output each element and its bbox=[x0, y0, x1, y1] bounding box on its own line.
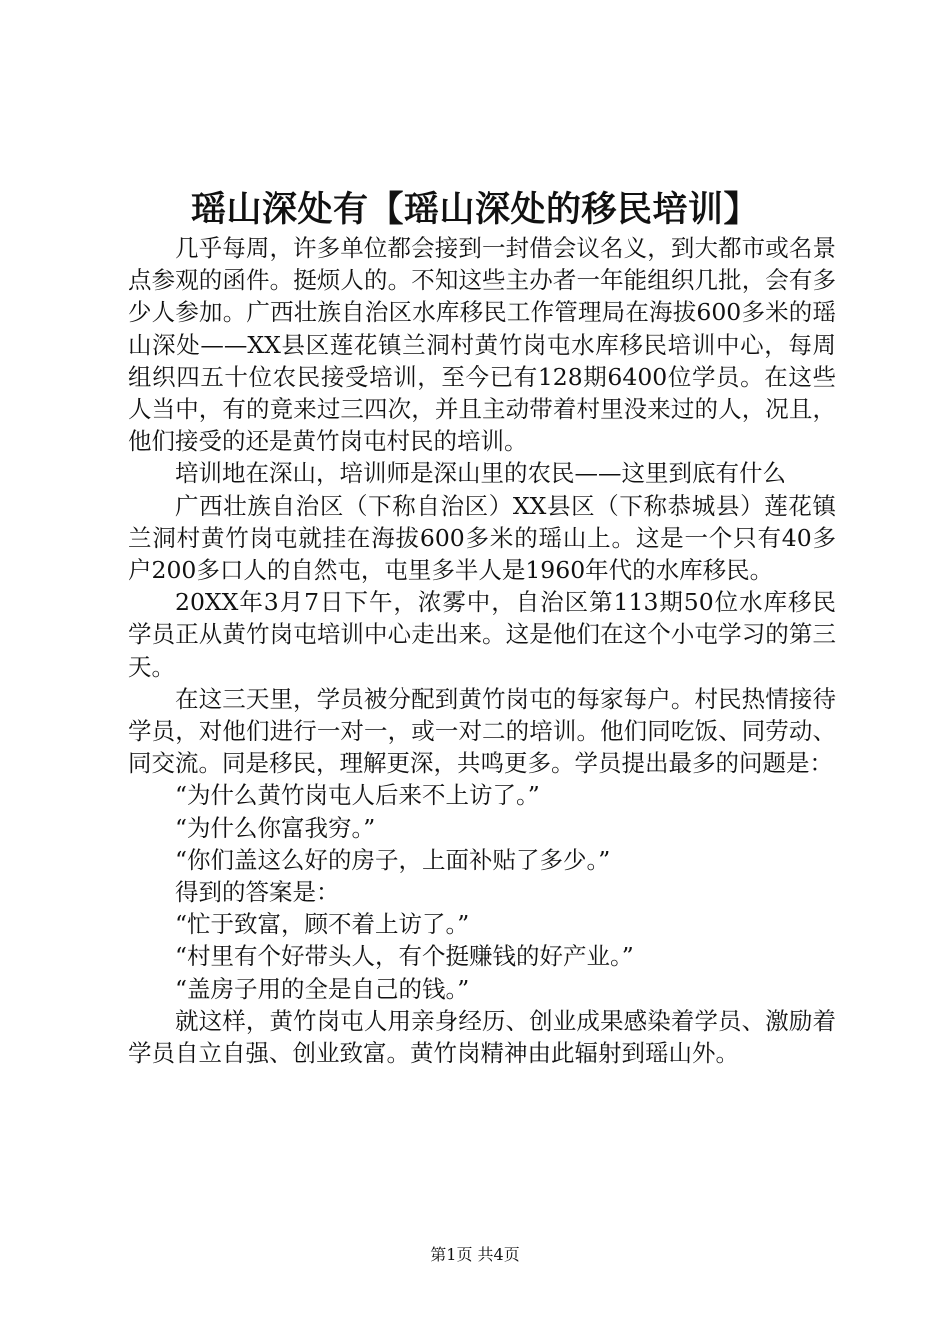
paragraph: 几乎每周，许多单位都会接到一封借会议名义，到大都市或名景点参观的函件。挺烦人的。不知这些主办者一年能组织几批，会有多少人参加。广西壮族自治区水库移民工作管理局在海拔600多米的瑶山深处——XX县区莲花镇兰洞村黄竹岗屯水库移民培训中心，每周组织四五十位农民接受培训，至今已有128期6400位学员。在这些人当中，有的竟来过三四次，并且主动带着村里没来过的人，况且，他们接受的还是黄竹岗屯村民的培训。 bbox=[128, 234, 836, 456]
paragraph: 20XX年3月7日下午，浓雾中，自治区第113期50位水库移民学员正从黄竹岗屯培训中心走出来。这是他们在这个小屯学习的第三天。 bbox=[128, 588, 836, 681]
quote-line: “忙于致富，顾不着上访了。” bbox=[175, 910, 470, 939]
quote-line: “盖房子用的全是自己的钱。” bbox=[175, 974, 470, 1003]
quote-line: “为什么黄竹岗屯人后来不上访了。” bbox=[175, 781, 540, 810]
quote-line: “你们盖这么好的房子，上面补贴了多少。” bbox=[175, 845, 611, 874]
paragraph: 得到的答案是： bbox=[175, 878, 340, 907]
paragraph: 广西壮族自治区（下称自治区）XX县区（下称恭城县）莲花镇兰洞村黄竹岗屯就挂在海拔600多米的瑶山上。这是一个只有40多户200多口人的自然屯，屯里多半人是1960年代的水库移民。 bbox=[128, 491, 836, 585]
document-body bbox=[128, 232, 836, 1069]
paragraph: 在这三天里，学员被分配到黄竹岗屯的每家每户。村民热情接待学员，对他们进行一对一，或一对二的培训。他们同吃饭、同劳动、同交流。同是移民，理解更深，共鸣更多。学员提出最多的问题是： bbox=[128, 684, 836, 778]
paragraph: 培训地在深山，培训师是深山里的农民——这里到底有什么 bbox=[175, 459, 786, 488]
quote-line: “为什么你富我穷。” bbox=[175, 813, 376, 842]
paragraph: 就这样，黄竹岗屯人用亲身经历、创业成果感染着学员、激励着学员自立自强、创业致富。黄竹岗精神由此辐射到瑶山外。 bbox=[128, 1006, 836, 1068]
page-number-footer: 第1页 共4页 bbox=[430, 1245, 520, 1264]
document-title: 瑶山深处有【瑶山深处的移民培训】 bbox=[190, 189, 759, 230]
quote-line: “村里有个好带头人，有个挺赚钱的好产业。” bbox=[175, 942, 634, 971]
